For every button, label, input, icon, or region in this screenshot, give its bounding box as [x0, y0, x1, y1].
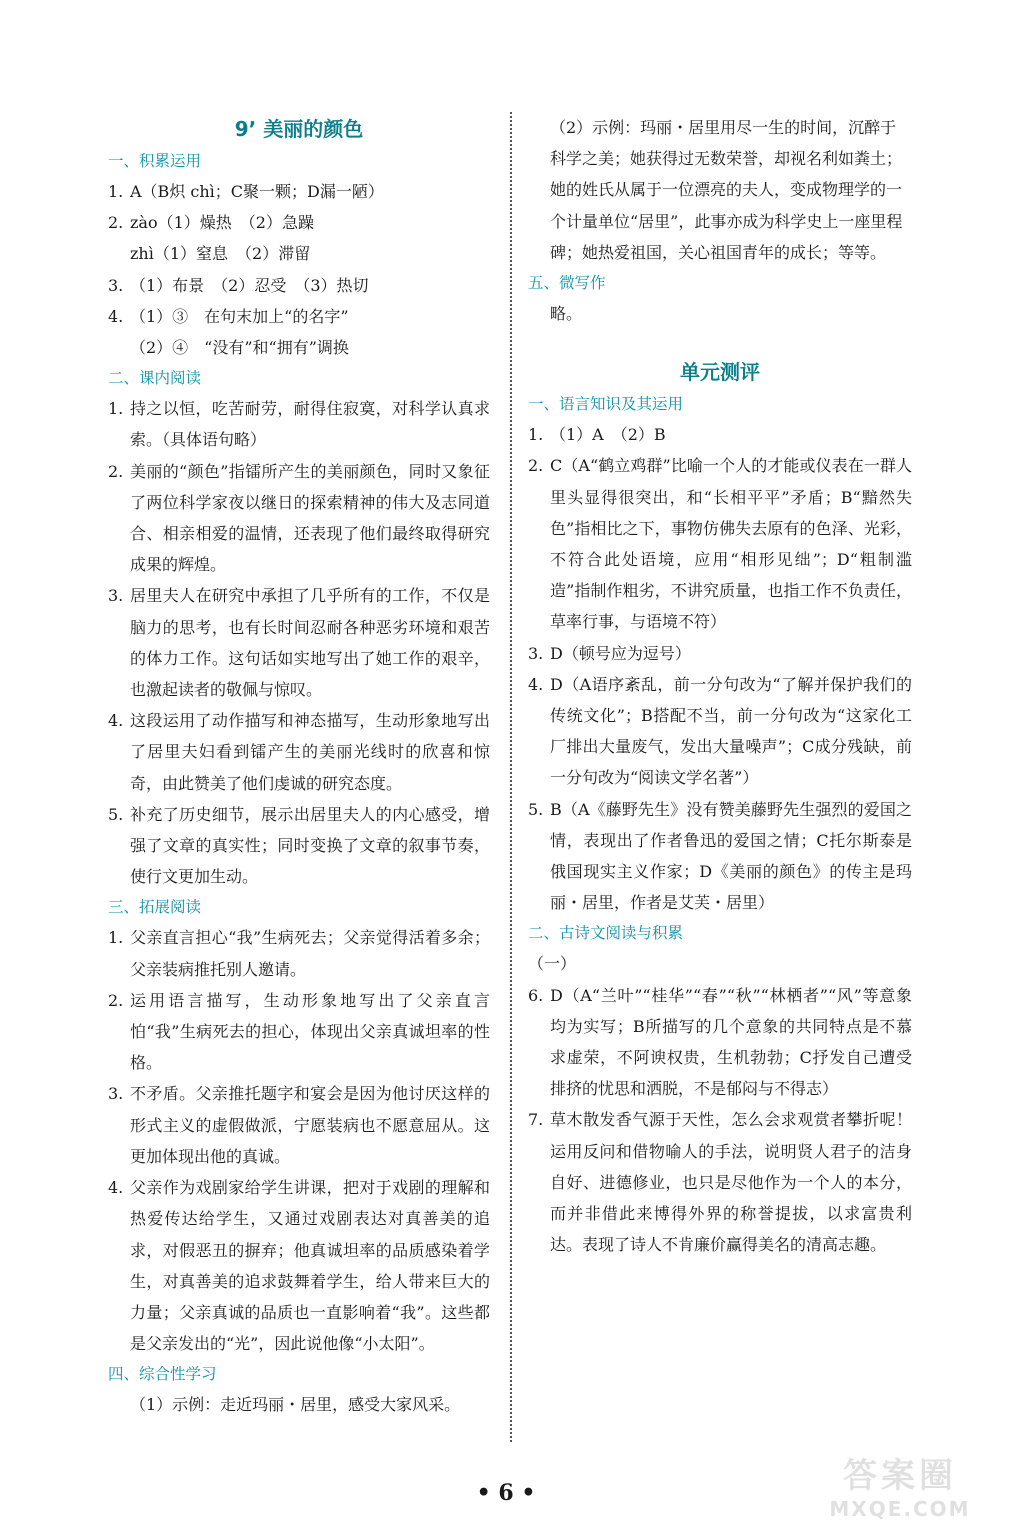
answer-item: 1. 持之以恒，吃苦耐劳，耐得住寂寞，对科学认真求索。（具体语句略）: [108, 399, 490, 450]
watermark-logo: 答案圈 MXQE.COM: [829, 1456, 971, 1521]
lesson-title: 9ʼ 美丽的颜色: [234, 117, 364, 141]
answer-item: 3. 居里夫人在研究中承担了几乎所有的工作，不仅是脑力的思考，也有长时间忍耐各种恶劣环境和艰苦的体力工作。这句话如实地写出了她工作的艰辛，也激起读者的敬佩与惊叹。: [108, 586, 490, 700]
page-number: • 6 •: [476, 1480, 536, 1506]
answer-item: 4. （1）③ 在句末加上“的名字”: [108, 306, 349, 326]
section-heading: 一、积累运用: [108, 152, 202, 170]
answer-item: 3. 不矛盾。父亲推托题字和宴会是因为他讨厌这样的形式主义的虚假做派，宁愿装病也不愿意屈从。这更加体现出他的真诚。: [108, 1084, 490, 1166]
answer-item: 4. 这段运用了动作描写和神态描写，生动形象地写出了居里夫妇看到镭产生的美丽光线时的欣喜和惊奇，由此赞美了他们虔诚的研究态度。: [108, 711, 490, 793]
answer-item: 4. 父亲作为戏剧家给学生讲课，把对于戏剧的理解和热爱传达给学生，又通过戏剧表达对真善美的追求，对假恶丑的摒弃；他真诚坦率的品质感染着学生，对真善美的追求鼓舞着学生，给人带来巨大的力量；父亲真诚的品质也一直影响着“我”。这些都是父亲发出的“光”，因此说他像“小太阳”。: [108, 1178, 490, 1354]
answer-item: （2）④ “没有”和“拥有”调换: [130, 338, 349, 358]
answer-item: 2. 美丽的“颜色”指镭所产生的美丽颜色，同时又象征了两位科学家夜以继日的探索精神的伟大及志同道合、相亲相爱的温情，还表现了他们最终取得研究成果的辉煌。: [108, 461, 490, 575]
answer-item: 5. B（A《藤野先生》没有赞美藤野先生强烈的爱国之情，表现出了作者鲁迅的爱国之情；C托尔斯泰是俄国现实主义作家；D《美丽的颜色》的传主是玛丽・居里，作者是艾芙・居里）: [528, 799, 912, 913]
answer-item: 7. 草木散发香气源于天性，怎么会求观赏者攀折呢！运用反问和借物喻人的手法，说明贤人君子的洁身自好、进德修业，也只是尽他作为一个人的本分，而并非借此来博得外界的称誉提拔，以求富贵利达。表现了诗人不肯廉价赢得美名的清高志趣。: [528, 1110, 912, 1255]
answer-item: 2. C（A“鹤立鸡群”比喻一个人的才能或仪表在一群人里头显得很突出，和“长相平平”矛盾；B“黯然失色”指相比之下，事物仿佛失去原有的色泽、光彩，不符合此处语境，应用“相形见绌”；D“粗制滥造”指制作粗劣，不讲究质量，也指工作不负责任，草率行事，与语境不符）: [528, 456, 912, 632]
right-column: [528, 112, 912, 1261]
answer-item: （1）示例：走近玛丽・居里，感受大家风采。: [130, 1395, 461, 1415]
unit-test-title: 单元测评: [680, 360, 760, 385]
sub-heading: （一）: [528, 954, 577, 974]
answer-item: zhì（1）窒息 （2）滞留: [130, 244, 311, 264]
answer-item: 6. D（A“兰叶”“桂华”“春”“秋”“林栖者”“风”等意象均为实写；B所描写的几个意象的共同特点是不慕求虚荣，不阿谀权贵，生机勃勃；C抒发自己遭受排挤的忧思和洒脱，不是郁闷与不得志）: [528, 985, 912, 1099]
section-heading: 三、拓展阅读: [108, 898, 202, 917]
answer-item: 略。: [550, 304, 583, 324]
answer-item: 4. D（A语序紊乱，前一分句改为“了解并保护我们的传统文化”；B搭配不当，前一分句改为“这家化工厂排出大量废气，发出大量噪声”；C成分残缺，前一分句改为“阅读文学名著”）: [528, 674, 912, 788]
answer-item: 1. A（B炽 chì；C聚一颗；D漏一陋）: [108, 182, 384, 201]
section-heading: 五、微写作: [528, 274, 606, 293]
section-heading: 一、语言知识及其运用: [528, 395, 684, 414]
section-heading: 二、古诗文阅读与积累: [528, 924, 684, 943]
answer-item: 1. 父亲直言担心“我”生病死去；父亲觉得活着多余；父亲装病推托别人邀请。: [108, 928, 490, 979]
answer-item: 3. D（顿号应为逗号）: [528, 643, 691, 663]
answer-item: 1. （1）A （2）B: [528, 425, 666, 445]
answer-item: 5. 补充了历史细节，展示出居里夫人的内心感受，增强了文章的真实性；同时变换了文章的叙事节奏，使行文更加生动。: [108, 804, 490, 887]
answer-item: 2. 运用语言描写，生动形象地写出了父亲直言怕“我”生病死去的担心，体现出父亲真诚坦率的性格。: [108, 990, 490, 1073]
answer-item: 3. （1）布景 （2）忍受 （3）热切: [108, 275, 369, 295]
answer-item: （2）示例：玛丽・居里用尽一生的时间，沉醉于科学之美；她获得过无数荣誉，却视名利如粪土；她的姓氏从属于一位漂亮的夫人，变成物理学的一个计量单位“居里”，此事亦成为科学史上一座里程碑；她热爱祖国，关心祖国青年的成长；等等。: [550, 118, 903, 262]
section-heading: 四、综合性学习: [108, 1365, 217, 1384]
column-divider: [510, 112, 512, 1442]
left-column: [108, 112, 490, 1421]
answer-item: 2. zào（1）燥热 （2）急躁: [108, 213, 314, 233]
section-heading: 二、课内阅读: [108, 369, 202, 388]
